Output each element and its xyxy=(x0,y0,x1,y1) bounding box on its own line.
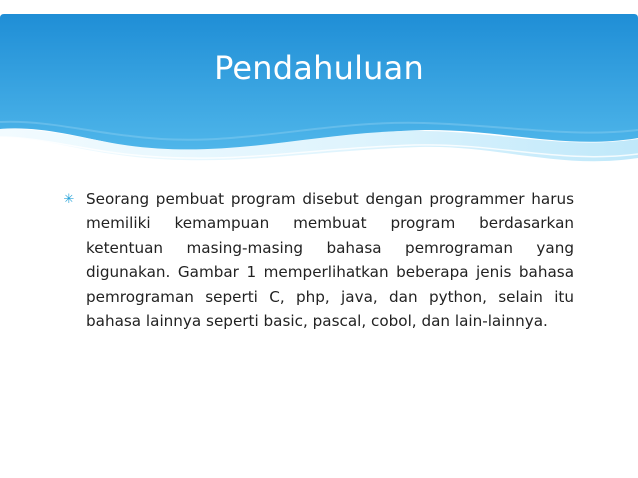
slide-title: Pendahuluan xyxy=(214,49,424,87)
asterisk-bullet-icon: ✳ xyxy=(63,192,75,207)
bullet-item xyxy=(62,187,574,333)
bullet-text: Seorang pembuat program disebut dengan programmer harus memiliki kemampuan membuat program berdasarkan ketentuan masing-masing bahasa pemrograman yang digunakan. Gambar 1 memperlihatkan beberapa jenis bahasa pemrograman seperti C, php, java, dan python, selain itu bahasa lainnya seperti basic, pascal, cobol, dan lain-lainnya. xyxy=(86,190,574,331)
bullet-list xyxy=(62,187,574,333)
